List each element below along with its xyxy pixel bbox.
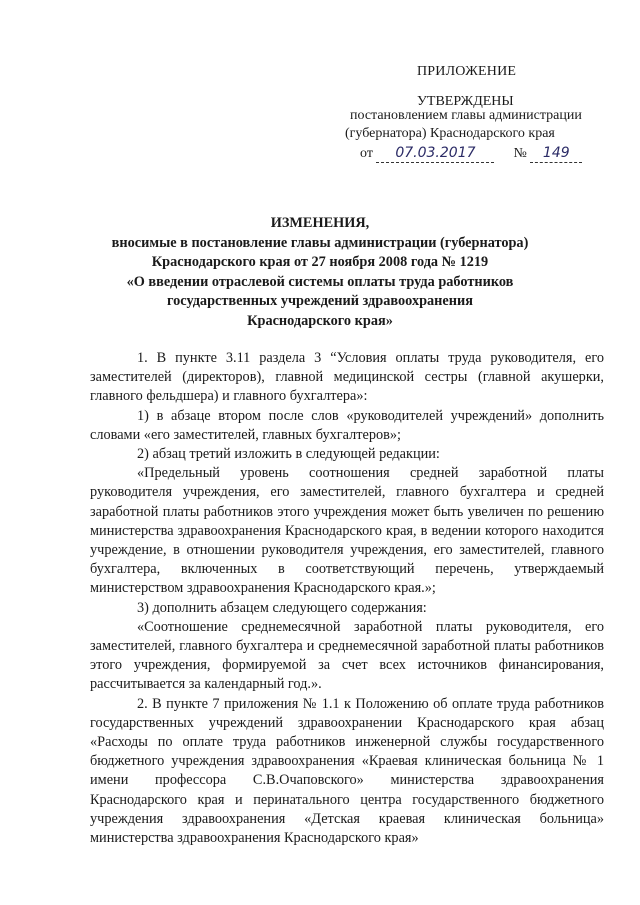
number-label: № xyxy=(513,146,527,161)
approval-date-number-line xyxy=(360,144,582,163)
paragraph-4: «Предельный уровень соотношения средней заработной платы руководителя учреждения, его заместителей, главного бухгалтера и средней заработной платы работников этого учреждения может быть увеличен по решению министерства здравоохранения Краснодарского края, в ведении которого находится учреждение, в отношении руководителя учреждения, его заместителей, главного бухгалтера, включенных в соответствующий перечень, утверждаемый министерством здравоохранения Краснодарского края.»; xyxy=(90,465,604,597)
heading-title: ИЗМЕНЕНИЯ, xyxy=(270,215,370,231)
approval-number: 149 xyxy=(530,144,582,163)
appendix-label: ПРИЛОЖЕНИЕ xyxy=(417,64,517,79)
paragraph-7: 2. В пункте 7 приложения № 1.1 к Положению об оплате труда работников государственных учреждений здравоохранении Краснодарского края абзац «Расходы по оплате труда работников инженерной службы государственного бюджетного учреждения здравоохранения «Краевая клиническая больница № 1 имени профессора С.В.Очаповского» министерства здравоохранения Краснодарского края и перинатального центра государственного бюджетного учреждения здравоохранения «Детская краевая клиническая больница» министерства здравоохранения Краснодарского края» xyxy=(90,695,604,847)
approval-line-2: (губернатора) Краснодарского края xyxy=(345,126,555,141)
paragraph-2: 1) в абзаце втором после слов «руководителей учреждений» дополнить словами «его заместителей, главных бухгалтеров»; xyxy=(90,407,604,443)
document-body xyxy=(90,349,604,848)
heading-line-3: «О введении отраслевой системы оплаты труда работников xyxy=(126,273,514,290)
heading-line-1: вносимые в постановление главы администрации (губернатора) xyxy=(111,234,529,251)
from-label: от xyxy=(360,146,373,161)
approval-line-1: постановлением главы администрации xyxy=(350,108,582,123)
paragraph-6: «Соотношение среднемесячной заработной платы руководителя, его заместителей, главного бухгалтера и среднемесячной заработной платы работников этого учреждения, формируемой за счет всех источников финансирования, рассчитывается за календарный год.». xyxy=(90,618,604,693)
approved-label: УТВЕРЖДЕНЫ xyxy=(417,94,514,109)
paragraph-1: 1. В пункте 3.11 раздела 3 “Условия оплаты труда руководителя, его заместителей (директоров), главной медицинской сестры (главной акушерки, главного фельдшера) и главного бухгалтера»: xyxy=(90,350,604,405)
heading-line-4: государственных учреждений здравоохранения xyxy=(167,293,473,310)
document-heading xyxy=(40,214,600,332)
approval-date: 07.03.2017 xyxy=(376,144,494,163)
heading-line-2: Краснодарского края от 27 ноября 2008 года № 1219 xyxy=(151,254,489,271)
paragraph-3: 2) абзац третий изложить в следующей редакции: xyxy=(137,446,440,463)
paragraph-5: 3) дополнить абзацем следующего содержания: xyxy=(137,599,427,616)
heading-line-5: Краснодарского края» xyxy=(247,312,393,329)
